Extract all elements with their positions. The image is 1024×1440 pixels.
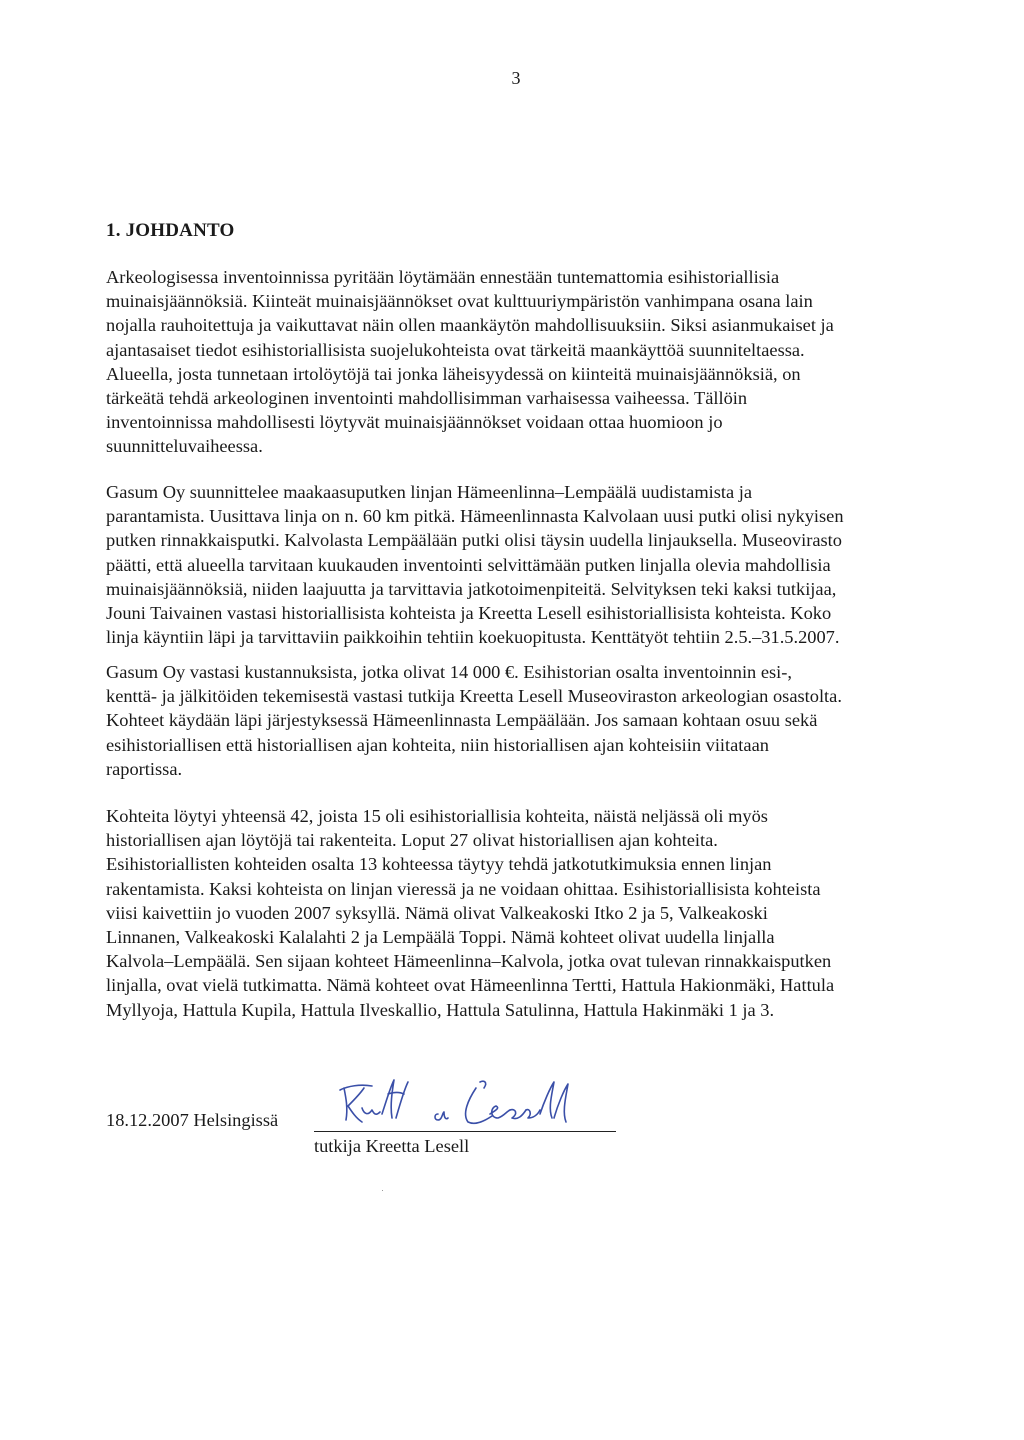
signer-name: tutkija Kreetta Lesell xyxy=(314,1136,470,1156)
scan-speck xyxy=(382,1190,383,1191)
paragraph-costs xyxy=(106,660,906,781)
paragraph-line: muinaisjäännöksiä, niiden laajuutta ja tarvittavia jatkotoimenpiteitä. Selvityksen teki kaksi tutkijaa, xyxy=(106,578,837,599)
page-number: 3 xyxy=(511,68,521,88)
paragraph-results xyxy=(106,804,906,1022)
paragraph-line: kenttä- ja jälkitöiden tekemisestä vastasi tutkija Kreetta Lesell Museoviraston arkeologian osastolta. xyxy=(106,686,842,707)
paragraph-intro xyxy=(106,265,906,459)
paragraph-line: Linnanen, Valkeakoski Kalalahti 2 ja Lempäälä Toppi. Nämä kohteet olivat uudella linjalla xyxy=(106,927,775,948)
paragraph-line: Myllyoja, Hattula Kupila, Hattula Ilveskallio, Hattula Satulinna, Hattula Hakinmäki 1 ja 3. xyxy=(106,999,775,1020)
paragraph-line: linjalla, ovat vielä tutkimatta. Nämä kohteet ovat Hämeenlinna Tertti, Hattula Hakionmäki, Hattula xyxy=(106,975,835,996)
paragraph-line: esihistoriallisen että historiallisen ajan kohteita, niin historiallisen ajan kohteisiin viitataan xyxy=(106,734,769,755)
signature-line xyxy=(314,1131,616,1132)
section-heading: 1. JOHDANTO xyxy=(106,220,235,241)
paragraph-line: viisi kaivettiin jo vuoden 2007 syksyllä. Nämä olivat Valkeakoski Itko 2 ja 5, Valkeakoski xyxy=(106,902,768,923)
paragraph-line: Gasum Oy vastasi kustannuksista, jotka olivat 14 000 €. Esihistorian osalta inventoinnin esi-, xyxy=(106,662,792,682)
paragraph-line: Arkeologisessa inventoinnissa pyritään löytämään ennestään tuntemattomia esihistoriallisia xyxy=(106,267,780,287)
paragraph-line: raportissa. xyxy=(106,758,183,779)
paragraph-line: rakentamista. Kaksi kohteista on linjan vieressä ja ne voidaan ohittaa. Esihistoriallisista kohteista xyxy=(106,878,821,899)
paragraph-line: linja käyntiin läpi ja tarvittaviin paikkoihin tehtiin koekuopitusta. Kenttätyöt tehtiin 2.5.–31.5.2007. xyxy=(106,627,840,648)
date-place: 18.12.2007 Helsingissä xyxy=(106,1110,279,1130)
paragraph-line: Alueella, josta tunnetaan irtolöytöjä tai jonka läheisyydessä on kiinteitä muinaisjäännöksiä, on xyxy=(106,363,801,384)
paragraph-line: Esihistoriallisten kohteiden osalta 13 kohteessa täytyy tehdä jatkotutkimuksia ennen linjan xyxy=(106,854,772,875)
paragraph-line: päätti, että alueella tarvitaan kuukauden inventointi selvittämään putken linjalla olevia mahdollisia xyxy=(106,554,831,575)
paragraph-line: muinaisjäännöksiä. Kiinteät muinaisjäännökset ovat kulttuuriympäristön vanhimpana osana lain xyxy=(106,291,813,312)
paragraph-line: suunnitteluvaiheessa. xyxy=(106,436,263,457)
paragraph-line: tärkeätä tehdä arkeologinen inventointi mahdollisimman varhaisessa vaiheessa. Tällöin xyxy=(106,388,748,409)
handwritten-signature xyxy=(330,1074,590,1138)
paragraph-line: Gasum Oy suunnittelee maakaasuputken linjan Hämeenlinna–Lempäälä uudistamista ja xyxy=(106,482,753,502)
paragraph-line: ajantasaiset tiedot esihistoriallisista suojelukohteista ovat tärkeitä maankäyttöä suunniteltaessa. xyxy=(106,339,805,360)
paragraph-line: nojalla rauhoitettuja ja vaikuttavat näin ollen maankäytön mahdollisuuksiin. Siksi asianmukaiset ja xyxy=(106,315,834,336)
paragraph-line: Kohteet käydään läpi järjestyksessä Hämeenlinnasta Lempäälään. Jos samaan kohtaan osuu sekä xyxy=(106,710,818,731)
paragraph-line: putken rinnakkaisputki. Kalvolasta Lempäälään putki olisi täysin uudella linjauksella. Museovirasto xyxy=(106,530,842,551)
paragraph-line: parantamista. Uusittava linja on n. 60 km pitkä. Hämeenlinnasta Kalvolaan uusi putki olisi nykyisen xyxy=(106,506,844,527)
paragraph-gasum-plan xyxy=(106,480,906,649)
paragraph-line: historiallisen ajan löytöjä tai rakenteita. Loput 27 olivat historiallisen ajan kohteita. xyxy=(106,830,718,851)
paragraph-line: Kohteita löytyi yhteensä 42, joista 15 oli esihistoriallisia kohteita, näistä neljässä oli myös xyxy=(106,806,768,826)
paragraph-line: Jouni Taivainen vastasi historiallisista kohteista ja Kreetta Lesell esihistoriallisista kohteista. Koko xyxy=(106,603,832,624)
paragraph-line: inventoinnissa mahdollisesti löytyvät muinaisjäännökset voidaan ottaa huomioon jo xyxy=(106,412,723,433)
paragraph-line: Kalvola–Lempäälä. Sen sijaan kohteet Hämeenlinna–Kalvola, jotka ovat tulevan rinnakkaisputken xyxy=(106,951,832,972)
